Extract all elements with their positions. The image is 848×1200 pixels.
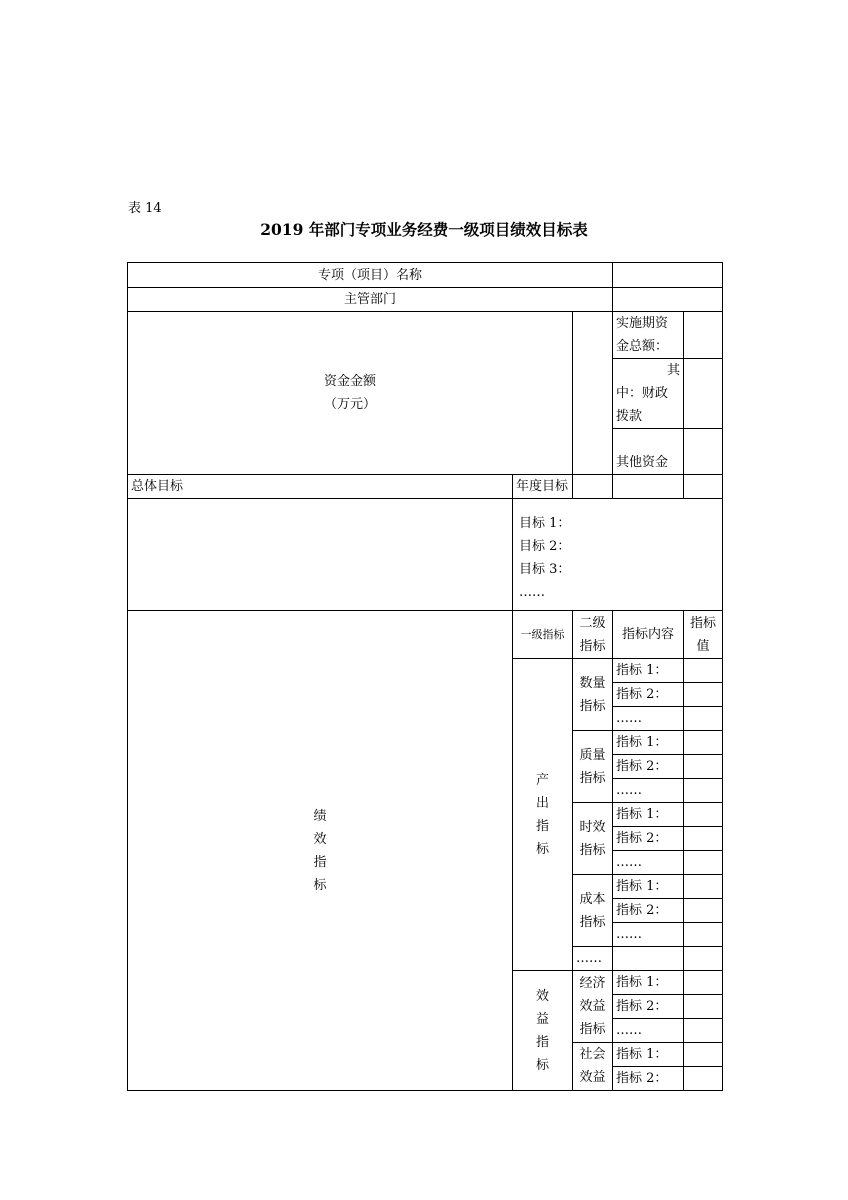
- total-fund-value: [684, 312, 723, 359]
- fund-amount-label: [128, 312, 573, 475]
- content-header: 指标内容: [613, 611, 684, 659]
- goal-item: 目标 2：: [519, 539, 571, 554]
- level1-header: 一级指标: [513, 611, 573, 659]
- indicator-content: 指标 1：: [613, 731, 684, 755]
- benefit-indicator-label: [513, 971, 573, 1091]
- indicator-content: 指标 2：: [613, 827, 684, 851]
- level2-header: 二级指标: [573, 611, 613, 659]
- performance-indicator-label: [128, 611, 513, 1091]
- indicator-value: [684, 779, 723, 803]
- indicator-value: [684, 659, 723, 683]
- quantity-indicator-label: 数量指标: [573, 659, 613, 731]
- performance-goal-table: [127, 262, 723, 1091]
- indicator-content: 指标 1：: [613, 659, 684, 683]
- indicator-value: [684, 995, 723, 1019]
- annual-goal-content: [513, 499, 723, 611]
- indicator-value: [684, 683, 723, 707]
- indicator-value: [684, 827, 723, 851]
- perf-char: 标: [313, 877, 327, 893]
- indicator-content: ……: [613, 923, 684, 947]
- annual-goal-label: 年度目标: [513, 475, 573, 499]
- indicator-value: [684, 875, 723, 899]
- total-fund-label: 实施期资金总额：: [613, 312, 684, 359]
- indicator-value: [684, 851, 723, 875]
- annual-goal-cell-b: [613, 475, 684, 499]
- indicator-value: [684, 1019, 723, 1043]
- indicator-value: [684, 755, 723, 779]
- economic-benefit-label: 经济效益指标: [573, 971, 613, 1043]
- indicator-value: [684, 899, 723, 923]
- quality-indicator-label: 质量指标: [573, 731, 613, 803]
- annual-goal-cell-a: [573, 475, 613, 499]
- indicator-content: [613, 947, 684, 971]
- output-char: 产: [535, 772, 549, 788]
- fund-amount-text: 资金金额: [323, 374, 376, 389]
- perf-char: 指: [313, 854, 327, 870]
- page-title: 2019 年部门专项业务经费一级项目绩效目标表: [260, 220, 588, 239]
- timeliness-indicator-label: 时效指标: [573, 803, 613, 875]
- goal-item: ……: [519, 585, 545, 600]
- indicator-content: 指标 2：: [613, 995, 684, 1019]
- department-label: 主管部门: [128, 288, 613, 312]
- table-number: 表 14: [128, 201, 162, 216]
- other-fund-label: 其他资金: [613, 429, 684, 475]
- goal-item: 目标 3：: [519, 562, 571, 577]
- overall-goal-content: [128, 499, 513, 611]
- perf-char: 绩: [313, 808, 327, 824]
- indicator-value: [684, 731, 723, 755]
- of-which-text: 其: [667, 363, 681, 378]
- benefit-char: 指: [535, 1034, 549, 1050]
- output-char: 出: [535, 795, 549, 811]
- indicator-content: 指标 2：: [613, 755, 684, 779]
- indicator-content: 指标 2：: [613, 1067, 684, 1091]
- indicator-value: [684, 971, 723, 995]
- financial-allocation-text: 中：财政拨款: [616, 386, 669, 424]
- indicator-value: [684, 1043, 723, 1067]
- output-char: 指: [535, 818, 549, 834]
- other-fund-value: [684, 429, 723, 475]
- project-name-value: [613, 263, 723, 288]
- indicator-content: 指标 1：: [613, 971, 684, 995]
- indicator-content: ……: [613, 779, 684, 803]
- indicator-content: ……: [613, 851, 684, 875]
- indicator-value: [684, 923, 723, 947]
- indicator-value: [684, 803, 723, 827]
- financial-allocation-label: [613, 359, 684, 429]
- fund-amount-value: [573, 312, 613, 475]
- output-char: 标: [535, 841, 549, 857]
- benefit-char: 效: [535, 988, 549, 1004]
- indicator-content: ……: [613, 1019, 684, 1043]
- cost-indicator-label: 成本指标: [573, 875, 613, 947]
- indicator-content: 指标 1：: [613, 803, 684, 827]
- benefit-char: 益: [535, 1011, 549, 1027]
- financial-allocation-value: [684, 359, 723, 429]
- indicator-content: ……: [613, 707, 684, 731]
- indicator-content: 指标 2：: [613, 683, 684, 707]
- perf-char: 效: [313, 831, 327, 847]
- indicator-value: [684, 1067, 723, 1091]
- project-name-label: 专项（项目）名称: [128, 263, 613, 288]
- goal-item: 目标 1：: [519, 516, 571, 531]
- indicator-content: 指标 1：: [613, 1043, 684, 1067]
- social-benefit-label: 社会效益: [573, 1043, 613, 1091]
- value-header: 指标值: [684, 611, 723, 659]
- indicator-content: 指标 2：: [613, 899, 684, 923]
- output-more-label: ……: [573, 947, 613, 971]
- indicator-value: [684, 947, 723, 971]
- department-value: [613, 288, 723, 312]
- indicator-content: 指标 1：: [613, 875, 684, 899]
- overall-goal-label: 总体目标: [128, 475, 513, 499]
- annual-goal-cell-c: [684, 475, 723, 499]
- fund-unit-text: （万元）: [323, 397, 376, 412]
- benefit-char: 标: [535, 1057, 549, 1073]
- output-indicator-label: [513, 659, 573, 971]
- indicator-value: [684, 707, 723, 731]
